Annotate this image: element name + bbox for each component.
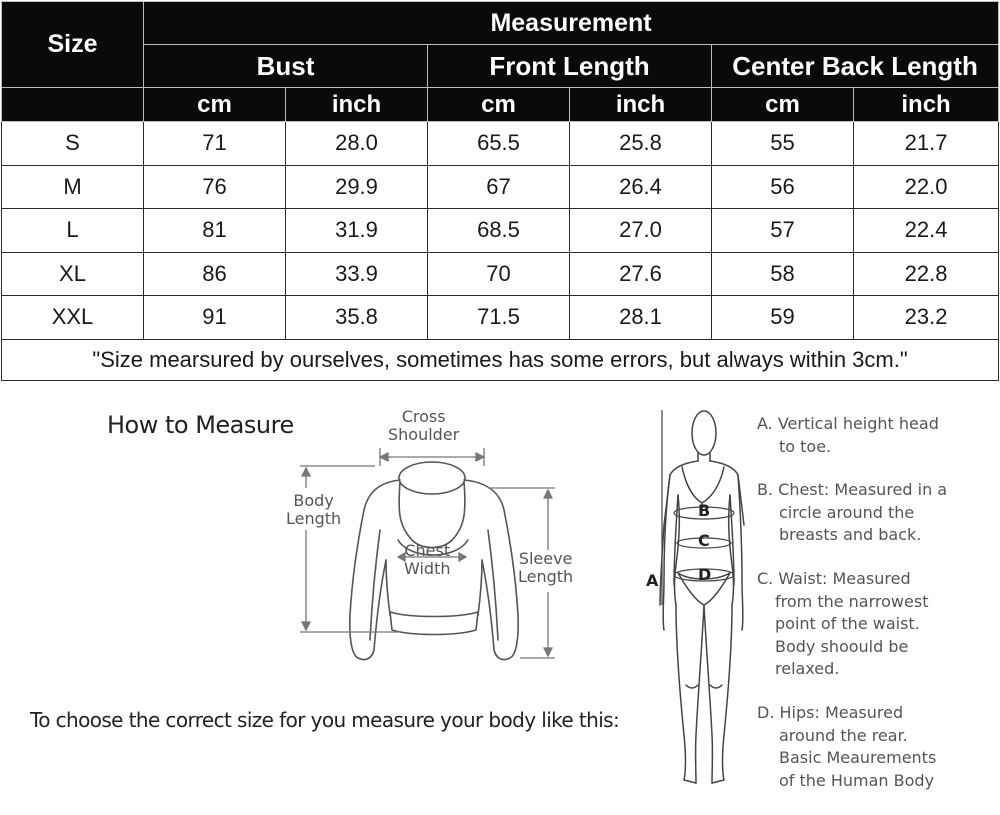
note-line: point of the waist. xyxy=(775,614,920,634)
body-figure-diagram xyxy=(640,405,745,790)
table-cell: 67 xyxy=(428,165,570,208)
body-length-label xyxy=(286,492,341,528)
note-line: D. Hips: Measured xyxy=(757,702,904,722)
label-line: Cross xyxy=(401,407,446,426)
table-cell: 22.4 xyxy=(854,209,999,252)
table-cell: 27.6 xyxy=(570,252,712,295)
table-cell: 91 xyxy=(144,296,286,339)
unit-header: inch xyxy=(570,87,712,121)
note-height xyxy=(757,413,992,458)
table-row xyxy=(2,165,999,208)
label-line: Sleeve xyxy=(518,549,573,568)
table-cell: 22.8 xyxy=(854,252,999,295)
size-unit-spacer xyxy=(2,87,144,121)
hips-marker-d: D xyxy=(698,565,712,584)
table-row xyxy=(2,122,999,165)
label-line: Length xyxy=(286,509,342,528)
table-cell: 71.5 xyxy=(428,296,570,339)
table-cell: 76 xyxy=(144,165,286,208)
chest-width-label xyxy=(404,542,450,578)
note-line: around the rear. xyxy=(779,725,908,745)
note-chest xyxy=(757,479,992,547)
unit-header: cm xyxy=(712,87,854,121)
table-row xyxy=(2,296,999,339)
human-body-illustration xyxy=(640,405,745,790)
size-cell: S xyxy=(2,122,144,165)
chest-marker-b: B xyxy=(698,501,711,520)
front-length-header: Front Length xyxy=(428,45,712,87)
table-cell: 27.0 xyxy=(570,209,712,252)
table-cell: 70 xyxy=(428,252,570,295)
measurement-disclaimer: "Size mearsured by ourselves, sometimes has some errors, but always within 3cm." xyxy=(2,339,999,380)
measure-instruction: To choose the correct size for you measure your body like this: xyxy=(30,708,620,732)
table-cell: 81 xyxy=(144,209,286,252)
unit-header: inch xyxy=(854,87,999,121)
note-line: A. Vertical height head xyxy=(757,414,939,433)
note-line: to toe. xyxy=(779,436,832,456)
table-cell: 28.0 xyxy=(286,122,428,165)
garment-diagram xyxy=(280,400,600,670)
measurement-header: Measurement xyxy=(144,2,999,45)
table-cell: 68.5 xyxy=(428,209,570,252)
size-cell: XXL xyxy=(2,296,144,339)
note-line: Basic Meaurements xyxy=(779,748,937,768)
table-row xyxy=(2,209,999,252)
table-cell: 86 xyxy=(144,252,286,295)
table-cell: 23.2 xyxy=(854,296,999,339)
size-chart-table xyxy=(1,1,999,381)
label-line: Body xyxy=(293,491,334,510)
table-cell: 59 xyxy=(712,296,854,339)
bust-header: Bust xyxy=(144,45,428,87)
note-line: relaxed. xyxy=(775,659,840,679)
unit-header: inch xyxy=(286,87,428,121)
table-cell: 26.4 xyxy=(570,165,712,208)
size-column-header: Size xyxy=(2,2,144,88)
note-line: breasts and back. xyxy=(779,525,922,545)
note-line: from the narrowest xyxy=(775,591,929,611)
center-back-length-header: Center Back Length xyxy=(712,45,999,87)
table-cell: 57 xyxy=(712,209,854,252)
waist-marker-c: C xyxy=(698,531,710,550)
note-waist xyxy=(757,568,992,681)
table-cell: 56 xyxy=(712,165,854,208)
table-cell: 71 xyxy=(144,122,286,165)
table-cell: 22.0 xyxy=(854,165,999,208)
unit-header: cm xyxy=(428,87,570,121)
size-cell: XL xyxy=(2,252,144,295)
label-line: Length xyxy=(518,567,574,586)
table-cell: 33.9 xyxy=(286,252,428,295)
measurement-notes xyxy=(757,413,992,813)
size-cell: L xyxy=(2,209,144,252)
label-line: Width xyxy=(404,559,451,578)
table-cell: 29.9 xyxy=(286,165,428,208)
table-cell: 25.8 xyxy=(570,122,712,165)
label-line: Chest xyxy=(404,541,451,560)
note-line: C. Waist: Measured xyxy=(757,568,911,588)
label-line: Shoulder xyxy=(388,425,460,444)
table-cell: 35.8 xyxy=(286,296,428,339)
note-line: circle around the xyxy=(779,502,915,522)
unit-header: cm xyxy=(144,87,286,121)
height-marker-a: A xyxy=(646,571,659,590)
table-cell: 21.7 xyxy=(854,122,999,165)
note-line: Body shoould be xyxy=(775,636,909,656)
cross-shoulder-label xyxy=(388,408,459,444)
table-cell: 58 xyxy=(712,252,854,295)
table-cell: 31.9 xyxy=(286,209,428,252)
table-row xyxy=(2,252,999,295)
size-cell: M xyxy=(2,165,144,208)
table-cell: 65.5 xyxy=(428,122,570,165)
note-hips xyxy=(757,702,992,792)
note-line: B. Chest: Measured in a xyxy=(757,480,948,500)
sleeve-length-label xyxy=(518,550,573,586)
note-line: of the Human Body xyxy=(779,770,935,790)
table-cell: 28.1 xyxy=(570,296,712,339)
table-cell: 55 xyxy=(712,122,854,165)
how-to-measure-title: How to Measure xyxy=(107,411,294,439)
